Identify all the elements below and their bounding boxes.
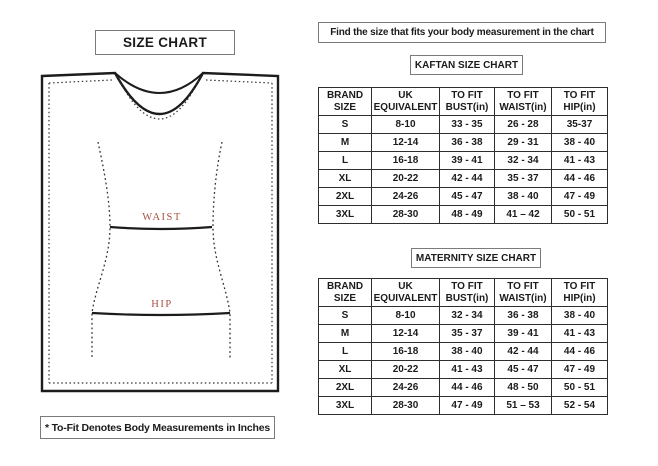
- header-cell-uk-equivalent: UK EQUIVALENT: [372, 279, 440, 307]
- table-cell: 28-30: [372, 397, 440, 415]
- header-cell-uk-equivalent: UK EQUIVALENT: [372, 88, 440, 116]
- tofit-note-box: [40, 416, 275, 439]
- table-cell: 39 - 41: [495, 325, 552, 343]
- table-header-row: [319, 279, 608, 307]
- header-cell-waist: TO FIT WAIST(in): [495, 279, 552, 307]
- kaftan-diagram: [38, 70, 282, 400]
- table-cell: 26 - 28: [495, 116, 552, 134]
- hip-label: HIP: [151, 299, 173, 310]
- table-cell: 35 - 37: [440, 325, 495, 343]
- banner-text: Find the size that fits your body measurement in the chart: [330, 27, 594, 38]
- table-cell: S: [319, 307, 372, 325]
- table-cell: 3XL: [319, 397, 372, 415]
- header-cell-hip: TO FIT HIP(in): [552, 279, 608, 307]
- waist-label: WAIST: [142, 212, 182, 223]
- table-cell: 20-22: [372, 170, 440, 188]
- table-cell: 42 - 44: [440, 170, 495, 188]
- table-cell: 41 - 43: [440, 361, 495, 379]
- table-row: [319, 325, 608, 343]
- table-cell: M: [319, 134, 372, 152]
- kaftan-size-table: [318, 87, 608, 224]
- table-cell: 20-22: [372, 361, 440, 379]
- table-row: [319, 170, 608, 188]
- header-cell-brand-size: BRAND SIZE: [319, 88, 372, 116]
- table-cell: 8-10: [372, 307, 440, 325]
- table-cell: 45 - 47: [440, 188, 495, 206]
- table-row: [319, 116, 608, 134]
- table-cell: 47 - 49: [552, 188, 608, 206]
- table-row: [319, 361, 608, 379]
- table-cell: 41 – 42: [495, 206, 552, 224]
- table-cell: 48 - 49: [440, 206, 495, 224]
- table-cell: 24-26: [372, 188, 440, 206]
- table-cell: 35 - 37: [495, 170, 552, 188]
- table-row: [319, 188, 608, 206]
- table-cell: 42 - 44: [495, 343, 552, 361]
- table-cell: S: [319, 116, 372, 134]
- table-cell: 38 - 40: [552, 307, 608, 325]
- table-cell: 32 - 34: [495, 152, 552, 170]
- table-cell: 16-18: [372, 152, 440, 170]
- body-silhouette-right: [213, 142, 230, 358]
- table-cell: 50 - 51: [552, 206, 608, 224]
- table-cell: XL: [319, 361, 372, 379]
- table-cell: 36 - 38: [495, 307, 552, 325]
- neckline-back-curve: [115, 73, 203, 93]
- hip-line: [92, 313, 230, 315]
- table-cell: 28-30: [372, 206, 440, 224]
- table-cell: XL: [319, 170, 372, 188]
- table-cell: 16-18: [372, 343, 440, 361]
- table-cell: 2XL: [319, 188, 372, 206]
- table-cell: 44 - 46: [440, 379, 495, 397]
- size-chart-title: SIZE CHART: [123, 35, 207, 50]
- table-cell: 48 - 50: [495, 379, 552, 397]
- table-cell: 8-10: [372, 116, 440, 134]
- table-cell: 38 - 40: [552, 134, 608, 152]
- table-row: [319, 134, 608, 152]
- table-row: [319, 206, 608, 224]
- header-cell-bust: TO FIT BUST(in): [440, 88, 495, 116]
- table-cell: 38 - 40: [440, 343, 495, 361]
- table-cell: 38 - 40: [495, 188, 552, 206]
- header-cell-hip: TO FIT HIP(in): [552, 88, 608, 116]
- body-silhouette-left: [92, 142, 110, 358]
- table-header-row: [319, 88, 608, 116]
- table-cell: 12-14: [372, 325, 440, 343]
- table-row: [319, 152, 608, 170]
- header-cell-bust: TO FIT BUST(in): [440, 279, 495, 307]
- table-cell: 33 - 35: [440, 116, 495, 134]
- header-cell-waist: TO FIT WAIST(in): [495, 88, 552, 116]
- maternity-size-table: [318, 278, 608, 415]
- table-cell: 35-37: [552, 116, 608, 134]
- table-cell: 41 - 43: [552, 325, 608, 343]
- table-cell: 12-14: [372, 134, 440, 152]
- table-cell: 3XL: [319, 206, 372, 224]
- maternity-chart-title-box: [411, 248, 541, 268]
- table-cell: L: [319, 343, 372, 361]
- table-row: [319, 343, 608, 361]
- table-row: [319, 379, 608, 397]
- table-cell: 39 - 41: [440, 152, 495, 170]
- table-cell: 52 - 54: [552, 397, 608, 415]
- size-chart-title-box: [95, 30, 235, 55]
- table-cell: 24-26: [372, 379, 440, 397]
- table-cell: L: [319, 152, 372, 170]
- waist-line: [110, 227, 212, 229]
- table-cell: 2XL: [319, 379, 372, 397]
- header-cell-brand-size: BRAND SIZE: [319, 279, 372, 307]
- banner-box: [318, 22, 606, 43]
- table-cell: 41 - 43: [552, 152, 608, 170]
- table-cell: 29 - 31: [495, 134, 552, 152]
- maternity-chart-title: MATERNITY SIZE CHART: [415, 252, 537, 264]
- table-cell: 45 - 47: [495, 361, 552, 379]
- tofit-note: * To-Fit Denotes Body Measurements in Inches: [45, 421, 270, 434]
- table-cell: 47 - 49: [440, 397, 495, 415]
- table-cell: 47 - 49: [552, 361, 608, 379]
- table-cell: 36 - 38: [440, 134, 495, 152]
- table-cell: 32 - 34: [440, 307, 495, 325]
- table-cell: 50 - 51: [552, 379, 608, 397]
- table-cell: 44 - 46: [552, 343, 608, 361]
- garment-outline: [42, 73, 278, 391]
- table-cell: M: [319, 325, 372, 343]
- kaftan-chart-title: KAFTAN SIZE CHART: [414, 59, 519, 71]
- table-row: [319, 397, 608, 415]
- table-cell: 51 – 53: [495, 397, 552, 415]
- table-cell: 44 - 46: [552, 170, 608, 188]
- hem-stitch-border: [49, 80, 272, 383]
- table-row: [319, 307, 608, 325]
- kaftan-chart-title-box: [410, 55, 523, 75]
